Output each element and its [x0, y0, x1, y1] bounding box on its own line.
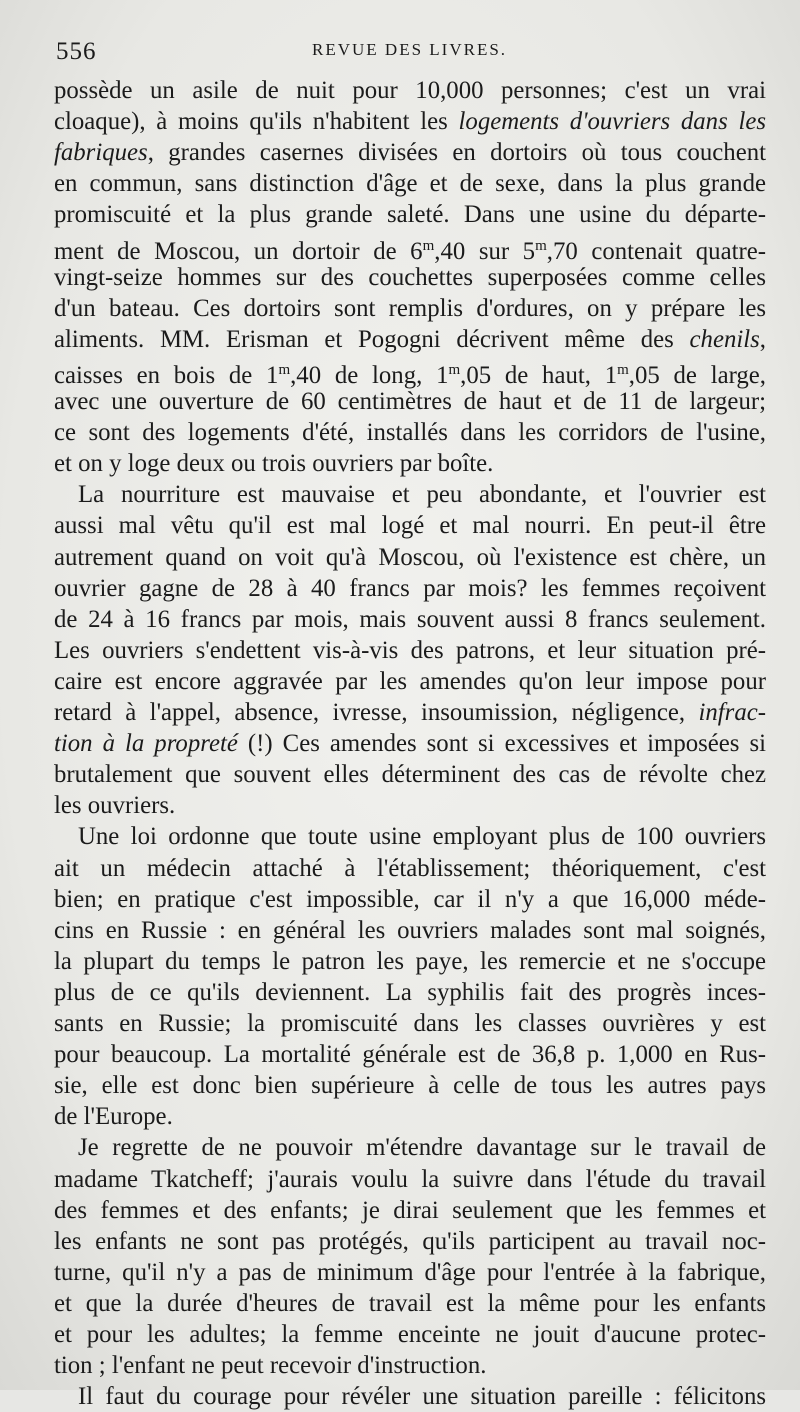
text-run: ait un médecin attaché à l'établissement; théoriquement, c'est: [54, 854, 766, 882]
text-line: [54, 386, 766, 417]
text-run: (!) Ces amendes sont si excessives et imposées si: [237, 730, 766, 758]
text-run: ouvrier gagne de 28 à 40 francs par mois? les femmes reçoivent: [54, 574, 766, 602]
text-run: Je regrette de ne pouvoir m'étendre davantage sur le travail de: [78, 1134, 766, 1162]
text-run: promiscuité et la plus grande saleté. Dans une usine du départe-: [54, 201, 766, 229]
text-run: madame Tkatcheff; j'aurais voulu la suivre dans l'étude du travail: [54, 1165, 766, 1193]
text-line: [54, 1008, 766, 1039]
text-line: [54, 635, 766, 666]
text-line: [54, 977, 766, 1008]
text-line: [54, 697, 766, 728]
text-line: [54, 884, 766, 915]
italic-text: infrac-: [698, 699, 766, 726]
superscript: m: [422, 237, 435, 254]
superscript: m: [617, 361, 629, 378]
text-run: brutalement que souvent elles déterminent des cas de révolte chez: [54, 761, 766, 789]
text-run: ce sont des logements d'été, installés dans les corridors de l'usine,: [54, 419, 766, 447]
superscript: m: [278, 361, 291, 378]
text-run: ,05 de haut, 1: [460, 361, 618, 389]
text-run: retard à l'appel, absence, ivresse, insoumission, négligence,: [54, 699, 699, 726]
text-line: [54, 1319, 766, 1350]
text-run: et pour les adultes; la femme enceinte ne jouit d'aucune protec-: [54, 1321, 766, 1348]
text-line: [78, 479, 766, 510]
text-run: et que la durée d'heures de travail est la même pour les enfants: [54, 1289, 766, 1317]
text-run: tion ; l'enfant ne peut recevoir d'instruction.: [54, 1352, 487, 1380]
text-run: des femmes et des enfants; je dirai seulement que les femmes et: [54, 1196, 766, 1224]
text-run: la plupart du temps le patron les paye, les remercie et ne s'occupe: [54, 947, 766, 975]
text-run: sants en Russie; la promiscuité dans les classes ouvrières y est: [54, 1010, 766, 1037]
text-line: [78, 1381, 766, 1412]
text-line: [78, 1132, 766, 1163]
text-line: [54, 1164, 766, 1195]
text-line: [54, 1257, 766, 1288]
text-run: ,70 contenait quatre-: [546, 237, 766, 265]
text-run: ment de Moscou, un dortoir de 6: [54, 237, 423, 265]
text-run: de l'Europe.: [54, 1103, 173, 1131]
text-run: sie, elle est donc bien supérieure à celle de tous les autres pays: [54, 1072, 766, 1100]
text-run: et on y loge deux ou trois ouvriers par boîte.: [54, 450, 494, 478]
text-line: [54, 728, 766, 759]
text-run: ,05 de large,: [628, 361, 767, 389]
text-run: bien; en pratique c'est impossible, car il n'y a que 16,000 méde-: [54, 885, 766, 913]
text-run: plus de ce qu'ils deviennent. La syphilis fait des progrès inces-: [54, 978, 766, 1006]
page-header: [56, 38, 760, 68]
text-line: [54, 853, 766, 884]
text-line: [54, 1288, 766, 1319]
text-line: [54, 262, 766, 293]
page-number: 556: [56, 38, 97, 65]
text-line: [54, 1226, 766, 1257]
text-run: les enfants ne sont pas protégés, qu'ils participent au travail noc-: [54, 1227, 766, 1255]
text-run: autrement quand on voit qu'à Moscou, où l'existence est chère, un: [54, 543, 766, 571]
text-run: possède un asile de nuit pour 10,000 personnes; c'est un vrai: [54, 77, 766, 104]
superscript: m: [448, 361, 461, 378]
running-title: REVUE DES LIVRES.: [312, 40, 508, 59]
text-run: cloaque), à moins qu'ils n'habitent les: [54, 108, 459, 136]
text-run: ,: [759, 325, 766, 353]
text-run: , grandes casernes divisées en dortoirs où tous couchent: [147, 139, 766, 167]
text-run: avec une ouverture de 60 centimètres de haut et de 11 de largeur;: [54, 388, 766, 415]
text-line: [54, 1195, 766, 1226]
text-run: Les ouvriers s'endettent vis-à-vis des patrons, et leur situation pré-: [54, 636, 766, 664]
text-run: aliments. MM. Erisman et Pogogni décrivent même des: [54, 325, 690, 353]
text-line: [78, 821, 766, 852]
text-run: cins en Russie : en général les ouvriers malades sont mal soignés,: [54, 916, 766, 944]
text-line: [54, 510, 766, 541]
text-run: les ouvriers.: [54, 792, 176, 820]
text-run: caisses en bois de 1: [54, 361, 279, 389]
text-line: [54, 542, 766, 573]
text-run: turne, qu'il n'y a pas de minimum d'âge pour l'entrée à la fabrique,: [54, 1258, 766, 1286]
text-line: [54, 915, 766, 946]
text-run: Une loi ordonne que toute usine employant plus de 100 ouvriers: [78, 823, 766, 851]
text-line: [54, 946, 766, 977]
text-run: Il faut du courage pour révéler une situation pareille : félicitons: [78, 1383, 766, 1411]
text-line: [54, 759, 766, 790]
text-line: [54, 355, 767, 389]
text-line: [54, 75, 766, 106]
text-run: en commun, sans distinction d'âge et de sexe, dans la plus grande: [54, 170, 766, 198]
text-line: [54, 790, 766, 821]
text-run: caire est encore aggravée par les amendes qu'on leur impose pour: [54, 667, 766, 695]
text-line: [54, 137, 766, 168]
italic-text: tion à la propreté: [54, 730, 238, 758]
text-line: [54, 1350, 766, 1381]
text-run: de 24 à 16 francs par mois, mais souvent aussi 8 francs seulement.: [54, 605, 766, 633]
text-run: pour beaucoup. La mortalité générale est de 36,8 p. 1,000 en Rus-: [54, 1041, 766, 1069]
text-line: [54, 666, 766, 697]
text-line: [54, 448, 766, 479]
text-run: La nourriture est mauvaise et peu abondante, et l'ouvrier est: [78, 481, 766, 509]
text-line: [54, 168, 766, 199]
text-run: aussi mal vêtu qu'il est mal logé et mal nourri. En peut-il être: [54, 512, 766, 540]
text-run: ,40 sur 5: [434, 237, 536, 265]
text-line: [54, 417, 766, 448]
text-run: d'un bateau. Ces dortoirs sont remplis d'ordures, on y prépare les: [54, 294, 766, 322]
text-line: [54, 1039, 766, 1070]
text-run: vingt-seize hommes sur des couchettes superposées comme celles: [54, 263, 766, 291]
text-run: ,40 de long, 1: [290, 361, 449, 389]
italic-text: fabriques: [54, 139, 148, 167]
text-line: [54, 604, 766, 635]
text-line: [54, 324, 766, 355]
text-line: [54, 231, 766, 265]
text-line: [54, 1101, 766, 1132]
text-line: [54, 293, 766, 324]
text-line: [54, 106, 766, 137]
superscript: m: [535, 237, 547, 254]
italic-text: chenils: [689, 325, 760, 353]
text-line: [54, 1070, 766, 1101]
italic-text: logements d'ouvriers dans les: [458, 108, 766, 136]
text-line: [54, 573, 766, 604]
text-line: [54, 199, 766, 230]
